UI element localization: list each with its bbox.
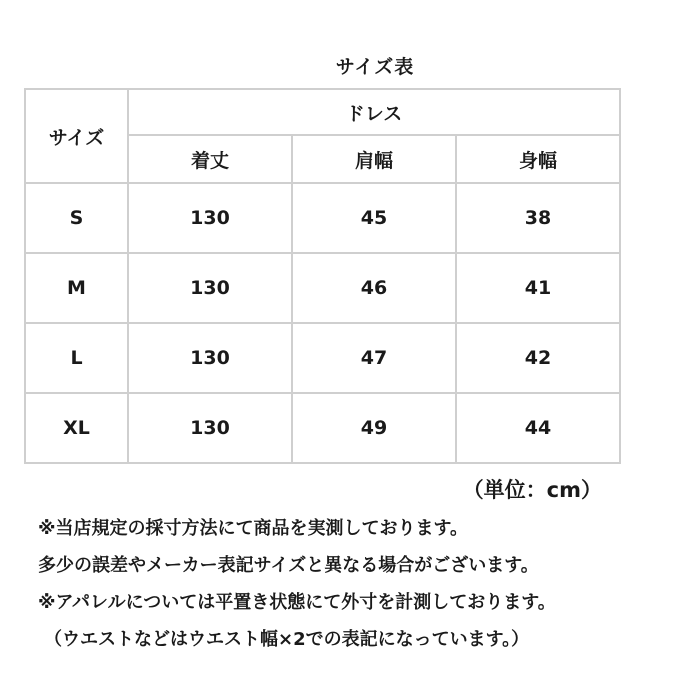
size-cell: M — [25, 253, 128, 323]
length-cell: 130 — [128, 183, 292, 253]
width-cell: 41 — [456, 253, 620, 323]
size-cell: L — [25, 323, 128, 393]
column-header-length: 着丈 — [128, 135, 292, 183]
table-header-row — [25, 89, 620, 135]
shoulder-cell: 49 — [292, 393, 456, 463]
column-header-shoulder: 肩幅 — [292, 135, 456, 183]
note-discrepancy: 多少の誤差やメーカー表記サイズと異なる場合がございます。 — [38, 555, 539, 576]
table-row — [25, 183, 620, 253]
size-cell: XL — [25, 393, 128, 463]
length-cell: 130 — [128, 393, 292, 463]
width-cell: 38 — [456, 183, 620, 253]
note-flat-measurement: ※アパレルについては平置き状態にて外寸を計測しております。 — [38, 592, 556, 613]
notes-block — [38, 510, 698, 658]
page-title: サイズ表 — [335, 56, 415, 78]
note-measurement-method: ※当店規定の採寸方法にて商品を実測しております。 — [38, 518, 469, 539]
width-cell: 42 — [456, 323, 620, 393]
length-cell: 130 — [128, 323, 292, 393]
shoulder-cell: 47 — [292, 323, 456, 393]
table-row — [25, 253, 620, 323]
size-cell: S — [25, 183, 128, 253]
length-cell: 130 — [128, 253, 292, 323]
dress-group-header: ドレス — [128, 89, 620, 135]
table-row — [25, 323, 620, 393]
column-header-width: 身幅 — [456, 135, 620, 183]
note-waist: （ウエストなどはウエスト幅×2での表記になっています。） — [44, 629, 530, 650]
table-row — [25, 393, 620, 463]
width-cell: 44 — [456, 393, 620, 463]
unit-label: （単位：cm） — [462, 478, 602, 502]
size-column-header: サイズ — [25, 89, 128, 183]
shoulder-cell: 45 — [292, 183, 456, 253]
shoulder-cell: 46 — [292, 253, 456, 323]
size-table — [24, 88, 621, 464]
